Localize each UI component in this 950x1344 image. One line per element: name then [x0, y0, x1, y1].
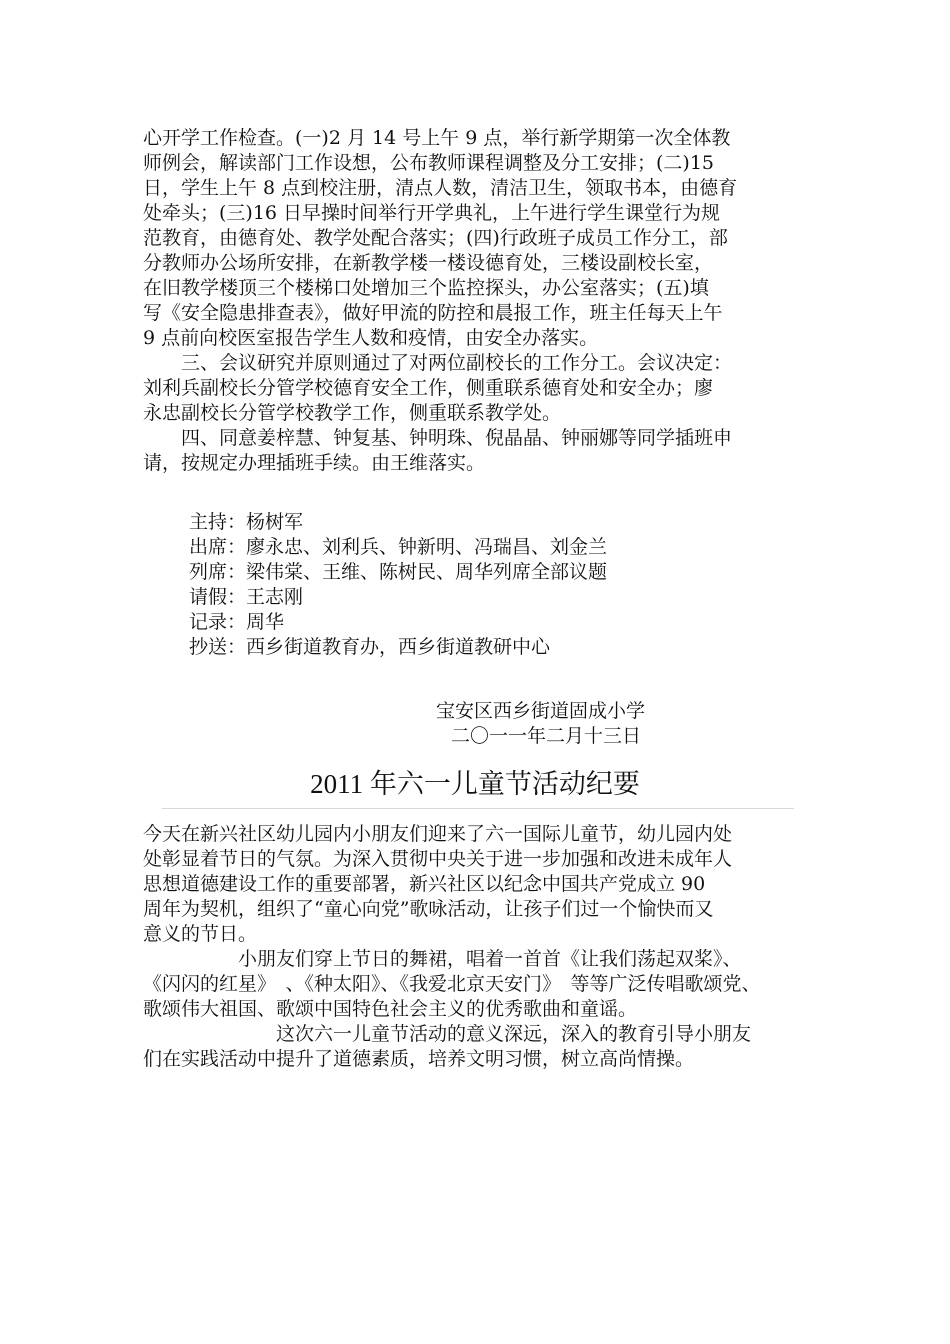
- paragraph-line: 们在实践活动中提升了道德素质，培养文明习惯，树立高尚情操。: [143, 1048, 695, 1070]
- paragraph-line: 今天在新兴社区幼儿园内小朋友们迎来了六一国际儿童节，幼儿园内处: [143, 823, 733, 845]
- paragraph-line: 写《安全隐患排查表》，做好甲流的防控和晨报工作，班主任每天上午: [143, 302, 723, 324]
- paragraph-line: 日，学生上午 8 点到校注册，清点人数，清洁卫生，领取书本，由德育: [143, 177, 738, 199]
- paragraph-line: 意义的节日。: [143, 923, 258, 945]
- paragraph-line: 三、会议研究并原则通过了对两位副校长的工作分工。会议决定：: [143, 352, 733, 374]
- paragraph-line: 处彰显着节日的气氛。为深入贯彻中央关于进一步加强和改进未成年人: [143, 848, 733, 870]
- paragraph-line: 歌颂伟大祖国、歌颂中国特色社会主义的优秀歌曲和童谣。: [143, 998, 638, 1020]
- paragraph-line: 心开学工作检查。(一)2 月 14 号上午 9 点，举行新学期第一次全体教: [143, 127, 731, 149]
- paragraph-line: 处牵头；(三)16 日早操时间举行开学典礼，上午进行学生课堂行为规: [143, 202, 721, 224]
- paragraph-line: 《闪闪的红星》 、《种太阳》、《我爱北京天安门》 等等广泛传唱歌颂党、: [143, 973, 761, 995]
- attendee-list: [143, 510, 823, 660]
- meeting-minutes-body: [143, 126, 823, 476]
- signature-date: 二〇一一年二月十三日: [451, 725, 642, 747]
- paragraph-line: 周年为契机，组织了“童心向党”歌咏活动，让孩子们过一个愉快而又: [143, 898, 714, 920]
- paragraph-line: 9 点前向校医室报告学生人数和疫情，由安全办落实。: [143, 327, 599, 349]
- paragraph-line: 刘利兵副校长分管学校德育安全工作，侧重联系德育处和安全办；廖: [143, 377, 714, 399]
- present-line: 出席：廖永忠、刘利兵、钟新明、冯瑞昌、刘金兰: [189, 536, 608, 558]
- paragraph-line: 四、同意姜梓慧、钟复基、钟明珠、倪晶晶、钟丽娜等同学插班申: [143, 427, 733, 449]
- paragraph-line: 师例会，解读部门工作设想，公布教师课程调整及分工安排；(二)15: [143, 152, 715, 174]
- recorder-line: 记录：周华: [189, 611, 285, 633]
- signature-org: 宝安区西乡街道固成小学: [436, 700, 646, 722]
- observers-line: 列席：梁伟棠、王维、陈树民、周华列席全部议题: [189, 561, 608, 583]
- paragraph-line: 分教师办公场所安排，在新教学楼一楼设德育处，三楼设副校长室，: [143, 252, 714, 274]
- paragraph-line: 小朋友们穿上节日的舞裙，唱着一首首《让我们荡起双桨》、: [143, 948, 742, 970]
- article-body: [143, 822, 833, 1072]
- paragraph-line: 范教育，由德育处、教学处配合落实；(四)行政班子成员工作分工，部: [143, 227, 728, 249]
- absent-line: 请假：王志刚: [189, 586, 304, 608]
- paragraph-line: 思想道德建设工作的重要部署，新兴社区以纪念中国共产党成立 90: [143, 873, 706, 895]
- paragraph-line: 这次六一儿童节活动的意义深远，深入的教育引导小朋友: [143, 1023, 752, 1045]
- title-divider: [162, 808, 794, 809]
- signature-block: [436, 699, 816, 749]
- article-title: 2011 年六一儿童节活动纪要: [310, 769, 640, 799]
- paragraph-line: 在旧教学楼顶三个楼梯口处增加三个监控探头，办公室落实；(五)填: [143, 277, 709, 299]
- host-line: 主持：杨树军: [189, 511, 304, 533]
- cc-line: 抄送：西乡街道教育办，西乡街道教研中心: [189, 636, 551, 658]
- paragraph-line: 永忠副校长分管学校教学工作，侧重联系教学处。: [143, 402, 562, 424]
- paragraph-line: 请，按规定办理插班手续。由王维落实。: [143, 452, 486, 474]
